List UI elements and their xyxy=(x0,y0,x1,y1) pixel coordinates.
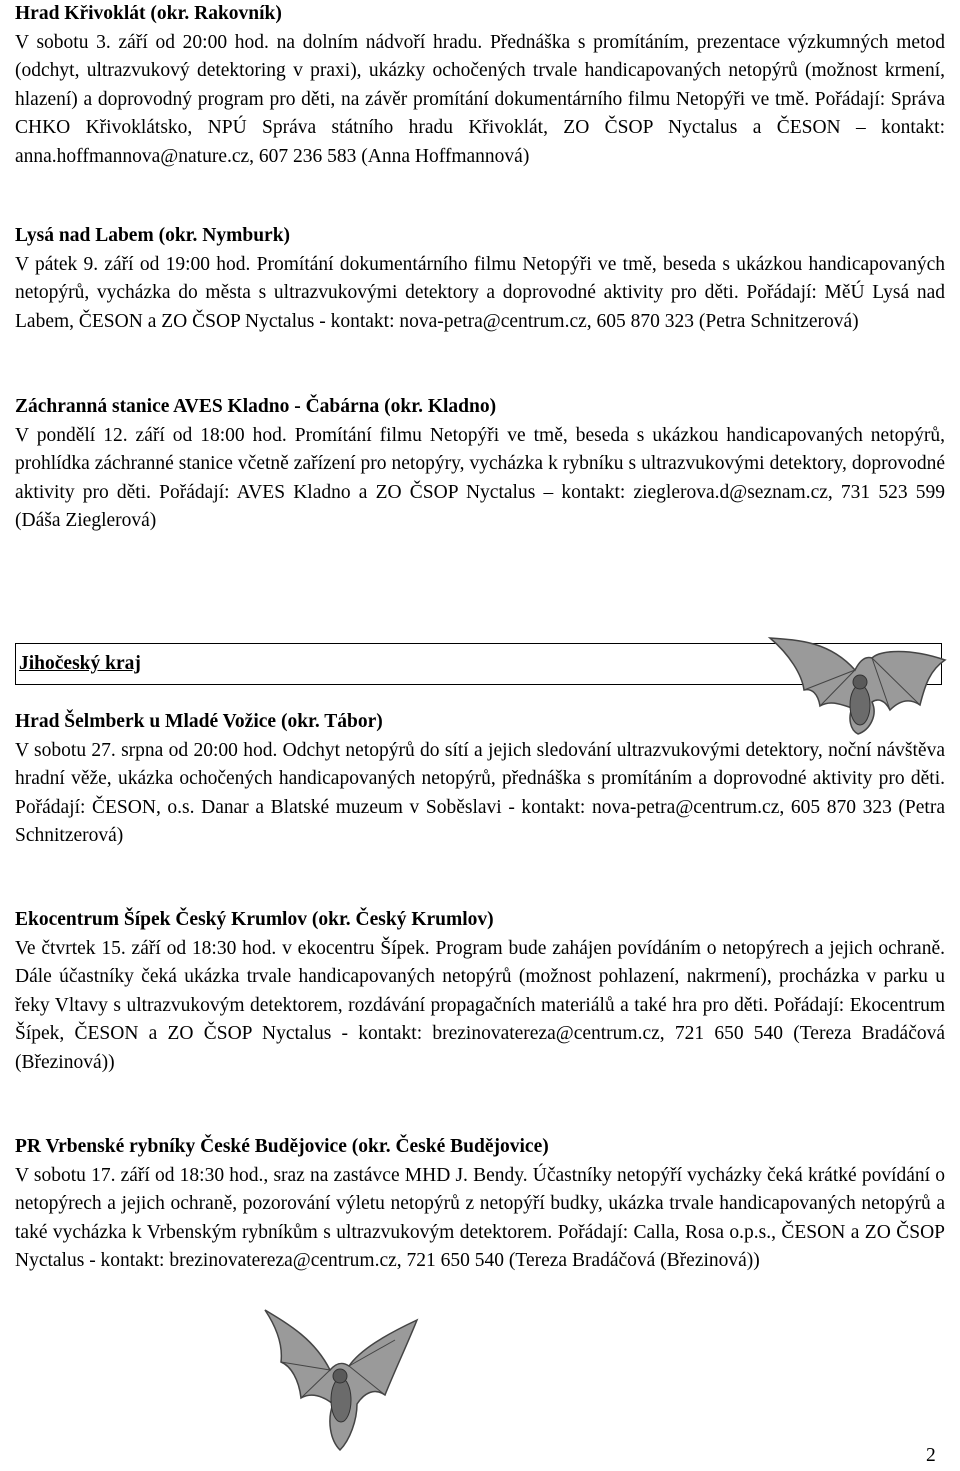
event-title: PR Vrbenské rybníky České Budějovice (okr. České Budějovice) xyxy=(15,1136,549,1157)
event-title: Lysá nad Labem (okr. Nymburk) xyxy=(15,225,291,246)
bat-illustration xyxy=(760,630,950,740)
page-number: 2 xyxy=(926,1445,936,1466)
event-entry xyxy=(15,222,945,336)
event-text: V sobotu 27. srpna od 20:00 hod. Odchyt netopýrů do sítí a jejich sledování ultrazvukovými detektory, noční návštěva hradní věže, ukázka ochočených handicapovaných netopýrů, přednáška s promítáním a doprovodné aktivity pro děti. Pořádají: ČESON, o.s. Danar a Blatské muzeum v Soběslavi - kontakt: nova-petra@centrum.cz, 605 870 323 (Petra Schnitzerová) xyxy=(15,739,945,846)
region-title: Jihočeský kraj xyxy=(19,653,141,674)
event-entry xyxy=(15,906,945,1077)
event-entry xyxy=(15,393,945,536)
event-text: V pondělí 12. září od 18:00 hod. Promítání filmu Netopýři ve tmě, beseda s ukázkou handicapovaných netopýrů, prohlídka záchranné stanice včetně zařízení pro netopýry, vycházka k rybníku s ultrazvukovými detektory, doprovodné aktivity pro děti. Pořádají: AVES Kladno a ZO ČSOP Nyctalus – kontakt: zieglerova.d@seznam.cz, 731 523 599 (Dáša Zieglerová) xyxy=(15,424,945,531)
event-title: Hrad Šelmberk u Mladé Vožice (okr. Tábor) xyxy=(15,711,383,732)
event-title: Hrad Křivoklát (okr. Rakovník) xyxy=(15,3,282,24)
event-entry xyxy=(15,1133,945,1276)
event-title: Ekocentrum Šípek Český Krumlov (okr. Český Krumlov) xyxy=(15,909,494,930)
event-entry xyxy=(15,0,945,171)
event-title: Záchranná stanice AVES Kladno - Čabárna (okr. Kladno) xyxy=(15,396,497,417)
bat-illustration xyxy=(245,1300,425,1460)
event-text: Ve čtvrtek 15. září od 18:30 hod. v ekocentru Šípek. Program bude zahájen povídáním o netopýrech a jejich ochraně. Dále účastníky čeká ukázka trvale handicapovaných netopýrů (možnost pohlazení, nakrmení), procházka v parku u řeky Vltavy s ultrazvukovým detektorem, rozdávání propagačních materiálů a také hra pro děti. Pořádají: Ekocentrum Šípek, ČESON a ZO ČSOP Nyctalus - kontakt: brezinovatereza@centrum.cz, 721 650 540 (Tereza Bradáčová (Březinová)) xyxy=(15,937,945,1073)
event-text: V sobotu 3. září od 20:00 hod. na dolním nádvoří hradu. Přednáška s promítáním, prezentace výzkumných metod (odchyt, ultrazvukový detektoring v praxi), ukázky ochočených trvale handicapovaných netopýrů (možnost krmení, hlazení) a doprovodný program pro děti, na závěr promítání dokumentárního filmu Netopýři ve tmě. Pořádají: Správa CHKO Křivoklátsko, NPÚ Správa státního hradu Křivoklát, ZO ČSOP Nyctalus a ČESON – kontakt: anna.hoffmannova@nature.cz, 607 236 583 (Anna Hoffmannová) xyxy=(15,31,945,167)
event-text: V sobotu 17. září od 18:30 hod., sraz na zastávce MHD J. Bendy. Účastníky netopýří vycházky čeká krátké povídání o netopýrech a jejich ochraně, pozorování výletu netopýrů z netopýří budky, ukázka trvale handicapovaných netopýrů a také vycházka k Vrbenským rybníkům s ultrazvukovým detektorem. Pořádají: Calla, Rosa o.p.s., ČESON a ZO ČSOP Nyctalus - kontakt: brezinovatereza@centrum.cz, 721 650 540 (Tereza Bradáčová (Březinová)) xyxy=(15,1164,945,1271)
event-text: V pátek 9. září od 19:00 hod. Promítání dokumentárního filmu Netopýři ve tmě, beseda s ukázkou handicapovaných netopýrů, vycházka do města s ultrazvukovými detektory a doprovodné aktivity pro děti. Pořádají: MěÚ Lysá nad Labem, ČESON a ZO ČSOP Nyctalus - kontakt: nova-petra@centrum.cz, 605 870 323 (Petra Schnitzerová) xyxy=(15,253,945,332)
